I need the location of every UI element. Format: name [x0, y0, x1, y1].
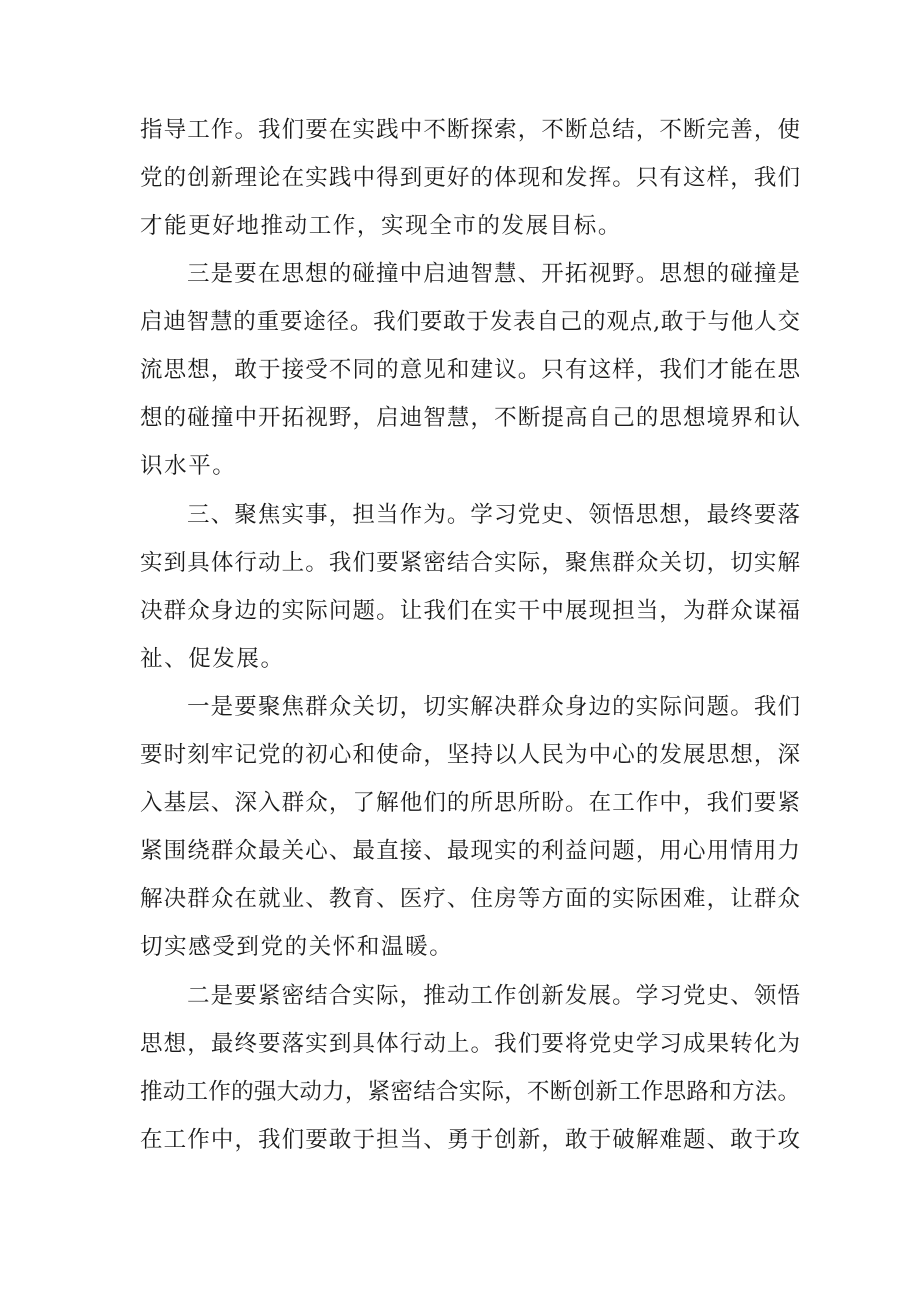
text-line: 想的碰撞中开拓视野，启迪智慧，不断提高自己的思想境界和认 — [140, 405, 800, 431]
text-line: 紧围绕群众最关心、最直接、最现实的利益问题，用心用情用力 — [140, 838, 800, 864]
text-line: 党的创新理论在实践中得到更好的体现和发挥。只有这样，我们 — [140, 165, 800, 191]
text-line: 祉、促发展。 — [140, 646, 285, 672]
text-line: 流思想，敢于接受不同的意见和建议。只有这样，我们才能在思 — [140, 357, 800, 383]
text-line: 要时刻牢记党的初心和使命，坚持以人民为中心的发展思想，深 — [140, 742, 800, 768]
text-line: 思想，最终要落实到具体行动上。我们要将党史学习成果转化为 — [140, 1031, 800, 1057]
text-line: 在工作中，我们要敢于担当、勇于创新，敢于破解难题、敢于攻 — [140, 1127, 800, 1153]
text-line: 启迪智慧的重要途径。我们要敢于发表自己的观点,敢于与他人交 — [140, 309, 800, 335]
text-line: 识水平。 — [140, 453, 237, 479]
text-line: 入基层、深入群众，了解他们的所思所盼。在工作中，我们要紧 — [140, 790, 800, 816]
section-heading-line: 三、聚焦实事，担当作为。学习党史、领悟思想，最终要落 — [187, 502, 800, 528]
text-line: 指导工作。我们要在实践中不断探索，不断总结，不断完善，使 — [140, 117, 800, 143]
text-line: 解决群众在就业、教育、医疗、住房等方面的实际困难，让群众 — [140, 886, 800, 912]
text-line: 切实感受到党的关怀和温暖。 — [140, 934, 454, 960]
text-line: 决群众身边的实际问题。让我们在实干中展现担当，为群众谋福 — [140, 598, 800, 624]
text-line: 推动工作的强大动力，紧密结合实际，不断创新工作思路和方法。 — [140, 1079, 800, 1105]
text-line: 才能更好地推动工作，实现全市的发展目标。 — [140, 213, 623, 239]
paragraph-first-line: 二是要紧密结合实际，推动工作创新发展。学习党史、领悟 — [187, 983, 800, 1009]
paragraph-first-line: 三是要在思想的碰撞中启迪智慧、开拓视野。思想的碰撞是 — [187, 261, 800, 287]
text-line: 实到具体行动上。我们要紧密结合实际，聚焦群众关切，切实解 — [140, 550, 800, 576]
paragraph-first-line: 一是要聚焦群众关切，切实解决群众身边的实际问题。我们 — [187, 694, 800, 720]
